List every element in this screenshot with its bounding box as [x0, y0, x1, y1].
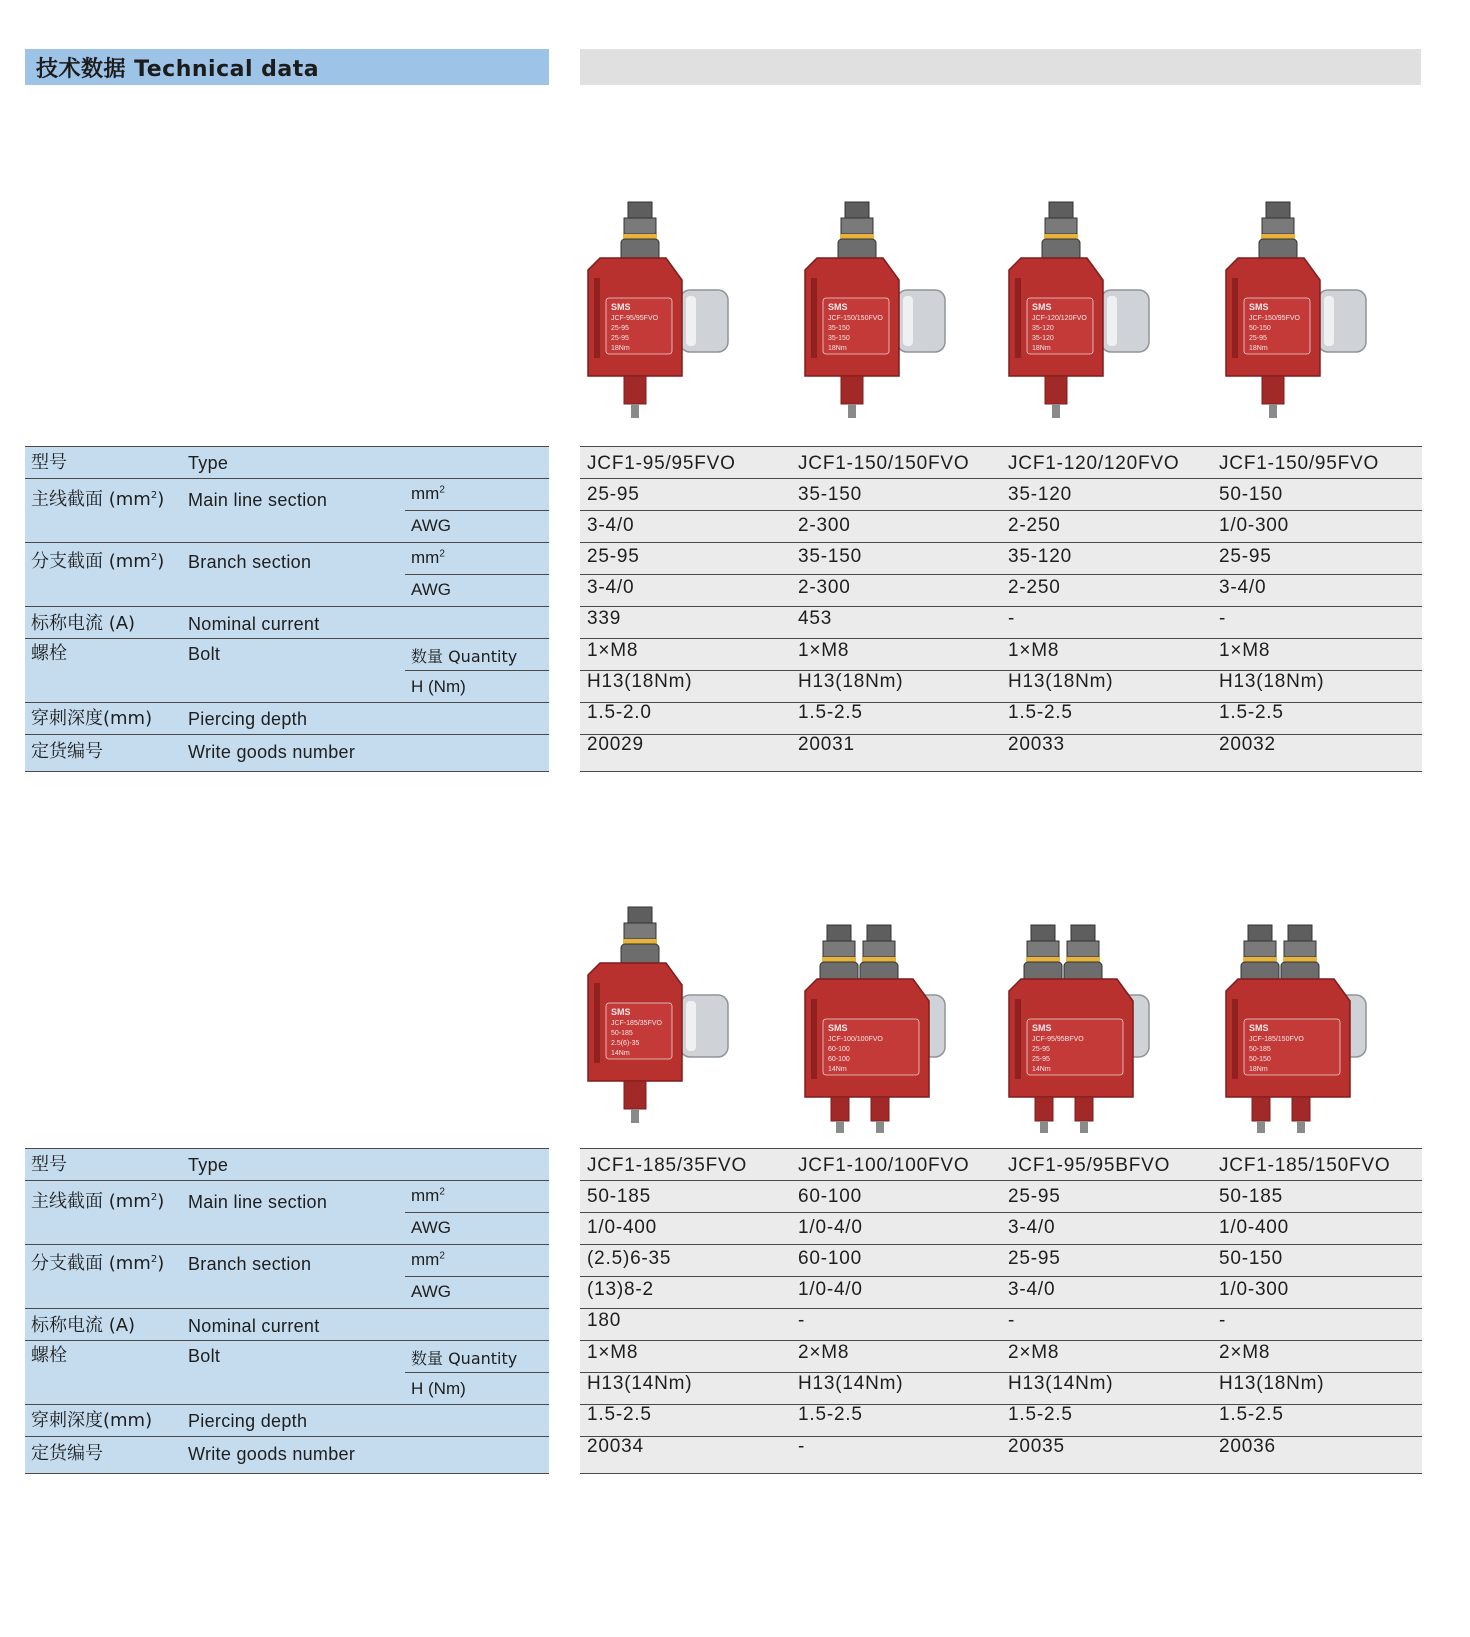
type-cell: JCF1-100/100FVO	[798, 1155, 970, 1176]
label-bolt-h: H (Nm)	[411, 1379, 466, 1398]
clamp-silkscreen-text: 60-100	[827, 1046, 850, 1053]
value-cell: H13(14Nm)	[587, 1373, 693, 1394]
clamp-silkscreen-text: SMS	[827, 1023, 848, 1033]
value-cell: 25-95	[587, 546, 640, 567]
clamp-silkscreen-text: 50-150	[1248, 325, 1271, 332]
value-cell: 1.5-2.5	[798, 702, 863, 723]
label-bolt-qty: 数量 Quantity	[411, 1349, 518, 1368]
value-cell: 1/0-300	[1219, 515, 1290, 536]
value-cell: 2×M8	[1008, 1342, 1060, 1363]
label-goods-en: Write goods number	[188, 742, 356, 762]
value-cell: 2-300	[798, 515, 851, 536]
value-cell: 50-150	[1219, 484, 1283, 505]
value-cell: 1.5-2.5	[587, 1404, 652, 1425]
clamp-silkscreen-text: JCF-95/95BFVO	[1032, 1036, 1084, 1043]
product-gallery-2	[580, 895, 1422, 1135]
clamp-silkscreen-text: 60-100	[827, 1056, 850, 1063]
label-type-zh: 型号	[31, 1154, 67, 1175]
product-image	[580, 190, 791, 430]
value-cell: 3-4/0	[587, 515, 635, 536]
clamp-silkscreen-text: JCF-150/95FVO	[1248, 315, 1300, 322]
clamp-silkscreen-text: JCF-100/100FVO	[827, 1036, 883, 1043]
value-cell: 35-120	[1008, 546, 1072, 567]
clamp-silkscreen-text: JCF-185/35FVO	[611, 1020, 662, 1027]
clamp-illustration	[580, 895, 790, 1135]
value-cell: 453	[798, 608, 833, 629]
value-cell: 20033	[1008, 734, 1065, 755]
value-cell: -	[1008, 1310, 1016, 1331]
clamp-silkscreen-text: 50-185	[611, 1030, 633, 1037]
label-pierce-zh: 穿刺深度(mm)	[31, 708, 153, 729]
clamp-silkscreen-text: 35-150	[827, 325, 850, 332]
value-cell: H13(14Nm)	[1008, 1373, 1114, 1394]
value-cell: 25-95	[1008, 1248, 1061, 1269]
spec-values-2	[580, 1148, 1422, 1474]
value-cell: 50-150	[1219, 1248, 1283, 1269]
clamp-silkscreen-text: 14Nm	[611, 1050, 630, 1057]
value-cell: (2.5)6-35	[587, 1248, 672, 1269]
value-cell: 2-250	[1008, 577, 1061, 598]
label-bolt-zh: 螺栓	[31, 643, 67, 664]
label-unit-awg: AWG	[411, 580, 451, 599]
label-unit-awg: AWG	[411, 1282, 451, 1301]
clamp-silkscreen-text: 25-95	[611, 335, 629, 342]
value-cell: 20035	[1008, 1436, 1065, 1457]
label-main-zh: 主线截面 $(mm^2)$	[31, 1191, 165, 1212]
type-cell: JCF1-150/95FVO	[1219, 453, 1380, 474]
type-cell: JCF1-185/150FVO	[1219, 1155, 1391, 1176]
label-bolt-h: H (Nm)	[411, 677, 466, 696]
value-cell: 20031	[798, 734, 855, 755]
product-image	[1001, 895, 1212, 1135]
value-cell: 25-95	[1219, 546, 1272, 567]
label-bolt-en: Bolt	[188, 644, 221, 664]
product-gallery-1	[580, 190, 1422, 430]
product-image	[791, 895, 1002, 1135]
value-cell: 2-300	[798, 577, 851, 598]
value-cell: H13(18Nm)	[1219, 671, 1325, 692]
value-cell: 25-95	[587, 484, 640, 505]
product-image	[580, 895, 791, 1135]
value-cell: 1/0-4/0	[798, 1279, 863, 1300]
label-main-en: Main line section	[188, 490, 328, 510]
label-branch-zh: 分支截面 $(mm^2)$	[31, 1253, 165, 1274]
clamp-illustration	[1001, 895, 1211, 1135]
clamp-silkscreen-text: 25-95	[611, 325, 629, 332]
label-unit-awg: AWG	[411, 1218, 451, 1237]
clamp-silkscreen-text: 18Nm	[1248, 1066, 1268, 1073]
value-cell: 180	[587, 1310, 622, 1331]
clamp-silkscreen-text: 50-150	[1248, 1056, 1271, 1063]
spec-labels-2	[25, 1148, 549, 1474]
clamp-illustration	[791, 895, 1001, 1135]
type-cell: JCF1-185/35FVO	[587, 1155, 748, 1176]
label-bolt-zh: 螺栓	[31, 1345, 67, 1366]
label-bolt-en: Bolt	[188, 1346, 221, 1366]
product-image	[1212, 190, 1423, 430]
clamp-silkscreen-text: SMS	[1032, 1023, 1052, 1033]
clamp-silkscreen-text: SMS	[827, 302, 848, 312]
clamp-silkscreen-text: JCF-120/120FVO	[1032, 315, 1087, 322]
value-cell: 20036	[1219, 1436, 1276, 1457]
clamp-silkscreen-text: SMS	[611, 1007, 631, 1017]
clamp-silkscreen-text: 14Nm	[1032, 1066, 1051, 1073]
label-type-zh: 型号	[31, 452, 67, 473]
value-cell: 1.5-2.5	[798, 1404, 863, 1425]
value-cell: 339	[587, 608, 622, 629]
value-cell: 1/0-300	[1219, 1279, 1290, 1300]
label-main-en: Main line section	[188, 1192, 328, 1212]
clamp-silkscreen-text: 35-120	[1032, 335, 1054, 342]
value-cell: 35-120	[1008, 484, 1072, 505]
value-cell: 3-4/0	[1008, 1279, 1056, 1300]
clamp-silkscreen-text: SMS	[611, 302, 631, 312]
value-cell: 2×M8	[1219, 1342, 1271, 1363]
value-cell: 1.5-2.5	[1008, 702, 1073, 723]
clamp-silkscreen-text: 25-95	[1032, 1046, 1050, 1053]
type-cell: JCF1-95/95BFVO	[1008, 1155, 1171, 1176]
value-cell: 20029	[587, 734, 644, 755]
clamp-silkscreen-text: 35-150	[827, 335, 850, 342]
value-cell: 35-150	[798, 484, 862, 505]
value-cell: -	[1219, 1310, 1227, 1331]
label-branch-zh: 分支截面 $(mm^2)$	[31, 551, 165, 572]
clamp-illustration	[1212, 895, 1422, 1135]
value-cell: 1/0-400	[1219, 1217, 1290, 1238]
clamp-illustration	[791, 190, 1001, 430]
value-cell: 3-4/0	[587, 577, 635, 598]
value-cell: 3-4/0	[1008, 1217, 1056, 1238]
label-unit-mm: $mm^2$	[411, 1186, 445, 1205]
clamp-silkscreen-text: SMS	[1032, 302, 1052, 312]
value-cell: H13(14Nm)	[798, 1373, 904, 1394]
value-cell: 2×M8	[798, 1342, 850, 1363]
clamp-silkscreen-text: SMS	[1248, 302, 1269, 312]
value-cell: 1.5-2.5	[1219, 1404, 1284, 1425]
clamp-silkscreen-text: 18Nm	[1248, 345, 1268, 352]
clamp-silkscreen-text: 2.5(6)-35	[611, 1040, 640, 1047]
header-bar-grey	[580, 49, 1421, 85]
label-unit-mm: $mm^2$	[411, 548, 445, 567]
value-cell: 50-185	[587, 1186, 651, 1207]
value-cell: 20034	[587, 1436, 644, 1457]
label-type-en: Type	[188, 1155, 229, 1175]
spec-labels-1	[25, 446, 549, 772]
label-current-en: Nominal current	[188, 614, 320, 634]
clamp-silkscreen-text: 14Nm	[827, 1066, 847, 1073]
value-cell: 2-250	[1008, 515, 1061, 536]
value-cell: (13)8-2	[587, 1279, 654, 1300]
product-image	[791, 190, 1002, 430]
label-current-zh: 标称电流 (A)	[31, 1315, 136, 1336]
value-cell: 1/0-400	[587, 1217, 658, 1238]
label-current-en: Nominal current	[188, 1316, 320, 1336]
clamp-silkscreen-text: 50-185	[1248, 1046, 1271, 1053]
label-branch-en: Branch section	[188, 1254, 312, 1274]
value-cell: -	[1219, 608, 1227, 629]
product-image	[1001, 190, 1212, 430]
label-main-zh: 主线截面 $(mm^2)$	[31, 489, 165, 510]
value-cell: 3-4/0	[1219, 577, 1267, 598]
clamp-silkscreen-text: 18Nm	[1032, 345, 1051, 352]
label-unit-awg: AWG	[411, 516, 451, 535]
value-cell: -	[798, 1436, 806, 1457]
value-cell: H13(18Nm)	[798, 671, 904, 692]
value-cell: 50-185	[1219, 1186, 1283, 1207]
value-cell: 1×M8	[1008, 640, 1060, 661]
type-cell: JCF1-95/95FVO	[587, 453, 736, 474]
value-cell: 25-95	[1008, 1186, 1061, 1207]
type-cell: JCF1-150/150FVO	[798, 453, 970, 474]
value-cell: 60-100	[798, 1186, 862, 1207]
value-cell: 1.5-2.5	[1008, 1404, 1073, 1425]
value-cell: -	[798, 1310, 806, 1331]
label-pierce-en: Piercing depth	[188, 1411, 308, 1431]
type-cell: JCF1-120/120FVO	[1008, 453, 1180, 474]
label-branch-en: Branch section	[188, 552, 312, 572]
value-cell: -	[1008, 608, 1016, 629]
clamp-illustration	[580, 190, 790, 430]
value-cell: 1×M8	[587, 1342, 639, 1363]
clamp-silkscreen-text: JCF-185/150FVO	[1248, 1036, 1304, 1043]
label-type-en: Type	[188, 453, 229, 473]
clamp-silkscreen-text: 18Nm	[611, 345, 630, 352]
label-unit-mm: $mm^2$	[411, 484, 445, 503]
label-current-zh: 标称电流 (A)	[31, 613, 136, 634]
value-cell: 35-150	[798, 546, 862, 567]
value-cell: H13(18Nm)	[587, 671, 693, 692]
value-cell: 1.5-2.5	[1219, 702, 1284, 723]
section-title: 技术数据 Technical data	[36, 56, 320, 82]
value-cell: 1/0-4/0	[798, 1217, 863, 1238]
clamp-silkscreen-text: SMS	[1248, 1023, 1269, 1033]
product-image	[1212, 895, 1423, 1135]
section-header	[25, 49, 549, 85]
spec-values-1	[580, 446, 1422, 772]
label-pierce-zh: 穿刺深度(mm)	[31, 1410, 153, 1431]
value-cell: 20032	[1219, 734, 1276, 755]
label-goods-zh: 定货编号	[31, 741, 103, 762]
clamp-silkscreen-text: 35-120	[1032, 325, 1054, 332]
value-cell: 1.5-2.0	[587, 702, 652, 723]
label-goods-zh: 定货编号	[31, 1443, 103, 1464]
value-cell: 1×M8	[1219, 640, 1271, 661]
label-goods-en: Write goods number	[188, 1444, 356, 1464]
value-cell: 60-100	[798, 1248, 862, 1269]
clamp-silkscreen-text: JCF-95/95FVO	[611, 315, 659, 322]
value-cell: 1×M8	[798, 640, 850, 661]
value-cell: H13(18Nm)	[1219, 1373, 1325, 1394]
label-bolt-qty: 数量 Quantity	[411, 647, 518, 666]
label-unit-mm: $mm^2$	[411, 1250, 445, 1269]
clamp-illustration	[1212, 190, 1422, 430]
clamp-illustration	[1001, 190, 1211, 430]
value-cell: 1×M8	[587, 640, 639, 661]
clamp-silkscreen-text: 18Nm	[827, 345, 847, 352]
value-cell: H13(18Nm)	[1008, 671, 1114, 692]
label-pierce-en: Piercing depth	[188, 709, 308, 729]
clamp-silkscreen-text: 25-95	[1032, 1056, 1050, 1063]
clamp-silkscreen-text: 25-95	[1248, 335, 1267, 342]
clamp-silkscreen-text: JCF-150/150FVO	[827, 315, 883, 322]
